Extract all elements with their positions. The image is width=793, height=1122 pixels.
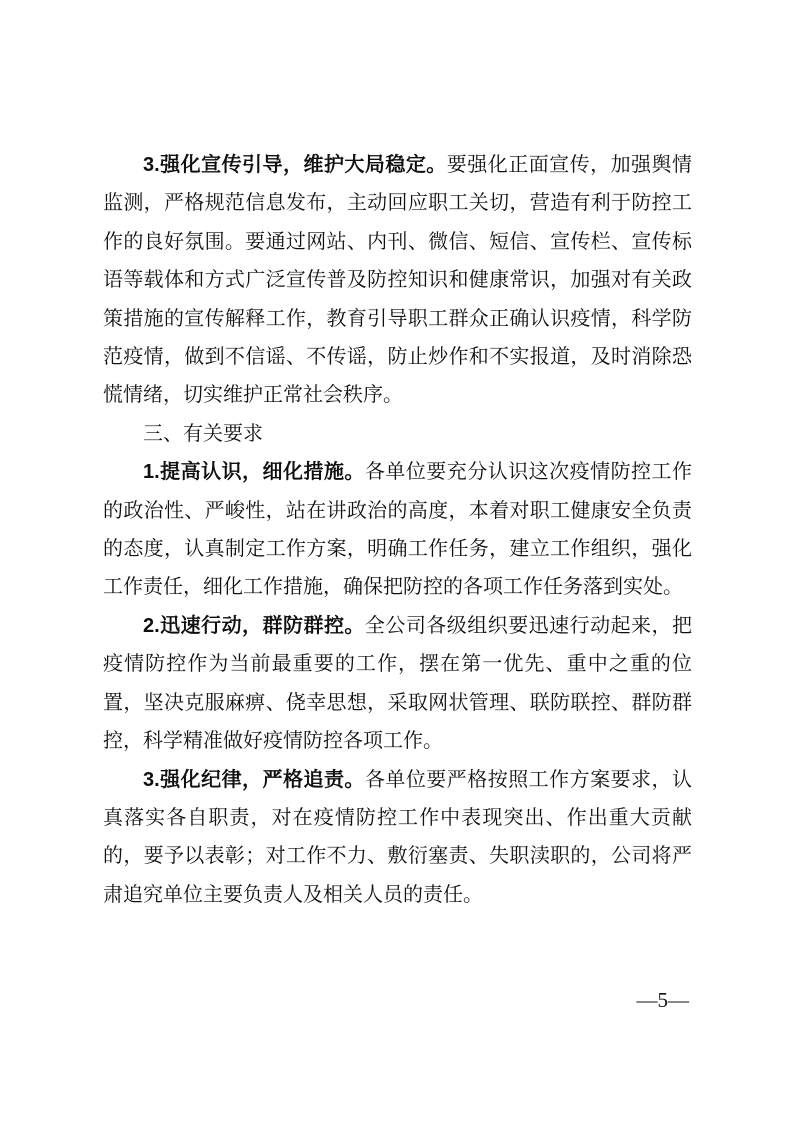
page-number: —5—: [636, 988, 689, 1012]
section-heading: 三、有关要求: [143, 422, 263, 445]
document-body: [103, 146, 692, 914]
paragraph-publicity-text: 要强化正面宣传，加强舆情监测，严格规范信息发布，主动回应职工关切，营造有利于防控工作的良好氛围。要通过网站、内刊、微信、短信、宣传栏、宣传标语等载体和方式广泛宣传普及防控知识和健康常识，加强对有关政策措施的宣传解释工作，教育引导职工群众正确认识疫情，科学防范疫情，做到不信谣、不传谣，防止炒作和不实报道，及时消除恐慌情绪，切实维护正常社会秩序。: [103, 154, 693, 407]
paragraph-awareness: [103, 453, 692, 607]
paragraph-action-lead: 2.迅速行动，群防群控。: [143, 614, 365, 637]
paragraph-awareness-text: 各单位要充分认识这次疫情防控工作的政治性、严峻性，站在讲政治的高度，本着对职工健康安全负责的态度，认真制定工作方案，明确工作任务，建立工作组织，强化工作责任，细化工作措施，确保把防控的各项工作任务落到实处。: [103, 461, 692, 599]
paragraph-awareness-lead: 1.提高认识，细化措施。: [143, 461, 365, 484]
paragraph-publicity: [103, 146, 692, 415]
paragraph-discipline-text: 各单位要严格按照工作方案要求，认真落实各自职责，对在疫情防控工作中表现突出、作出重大贡献的，要予以表彰；对工作不力、敷衍塞责、失职渎职的，公司将严肃追究单位主要负责人及相关人员的责任。: [103, 768, 692, 906]
paragraph-action-text: 全公司各级组织要迅速行动起来，把疫情防控作为当前最重要的工作，摆在第一优先、重中之重的位置，坚决克服麻痹、侥幸思想，采取网状管理、联防联控、群防群控，科学精准做好疫情防控各项工作。: [103, 614, 692, 753]
paragraph-action: [103, 607, 692, 761]
paragraph-discipline: [103, 761, 692, 915]
paragraph-publicity-lead: 3.强化宣传引导，维护大局稳定。: [143, 154, 447, 176]
paragraph-discipline-lead: 3.强化纪律，严格追责。: [143, 768, 365, 791]
